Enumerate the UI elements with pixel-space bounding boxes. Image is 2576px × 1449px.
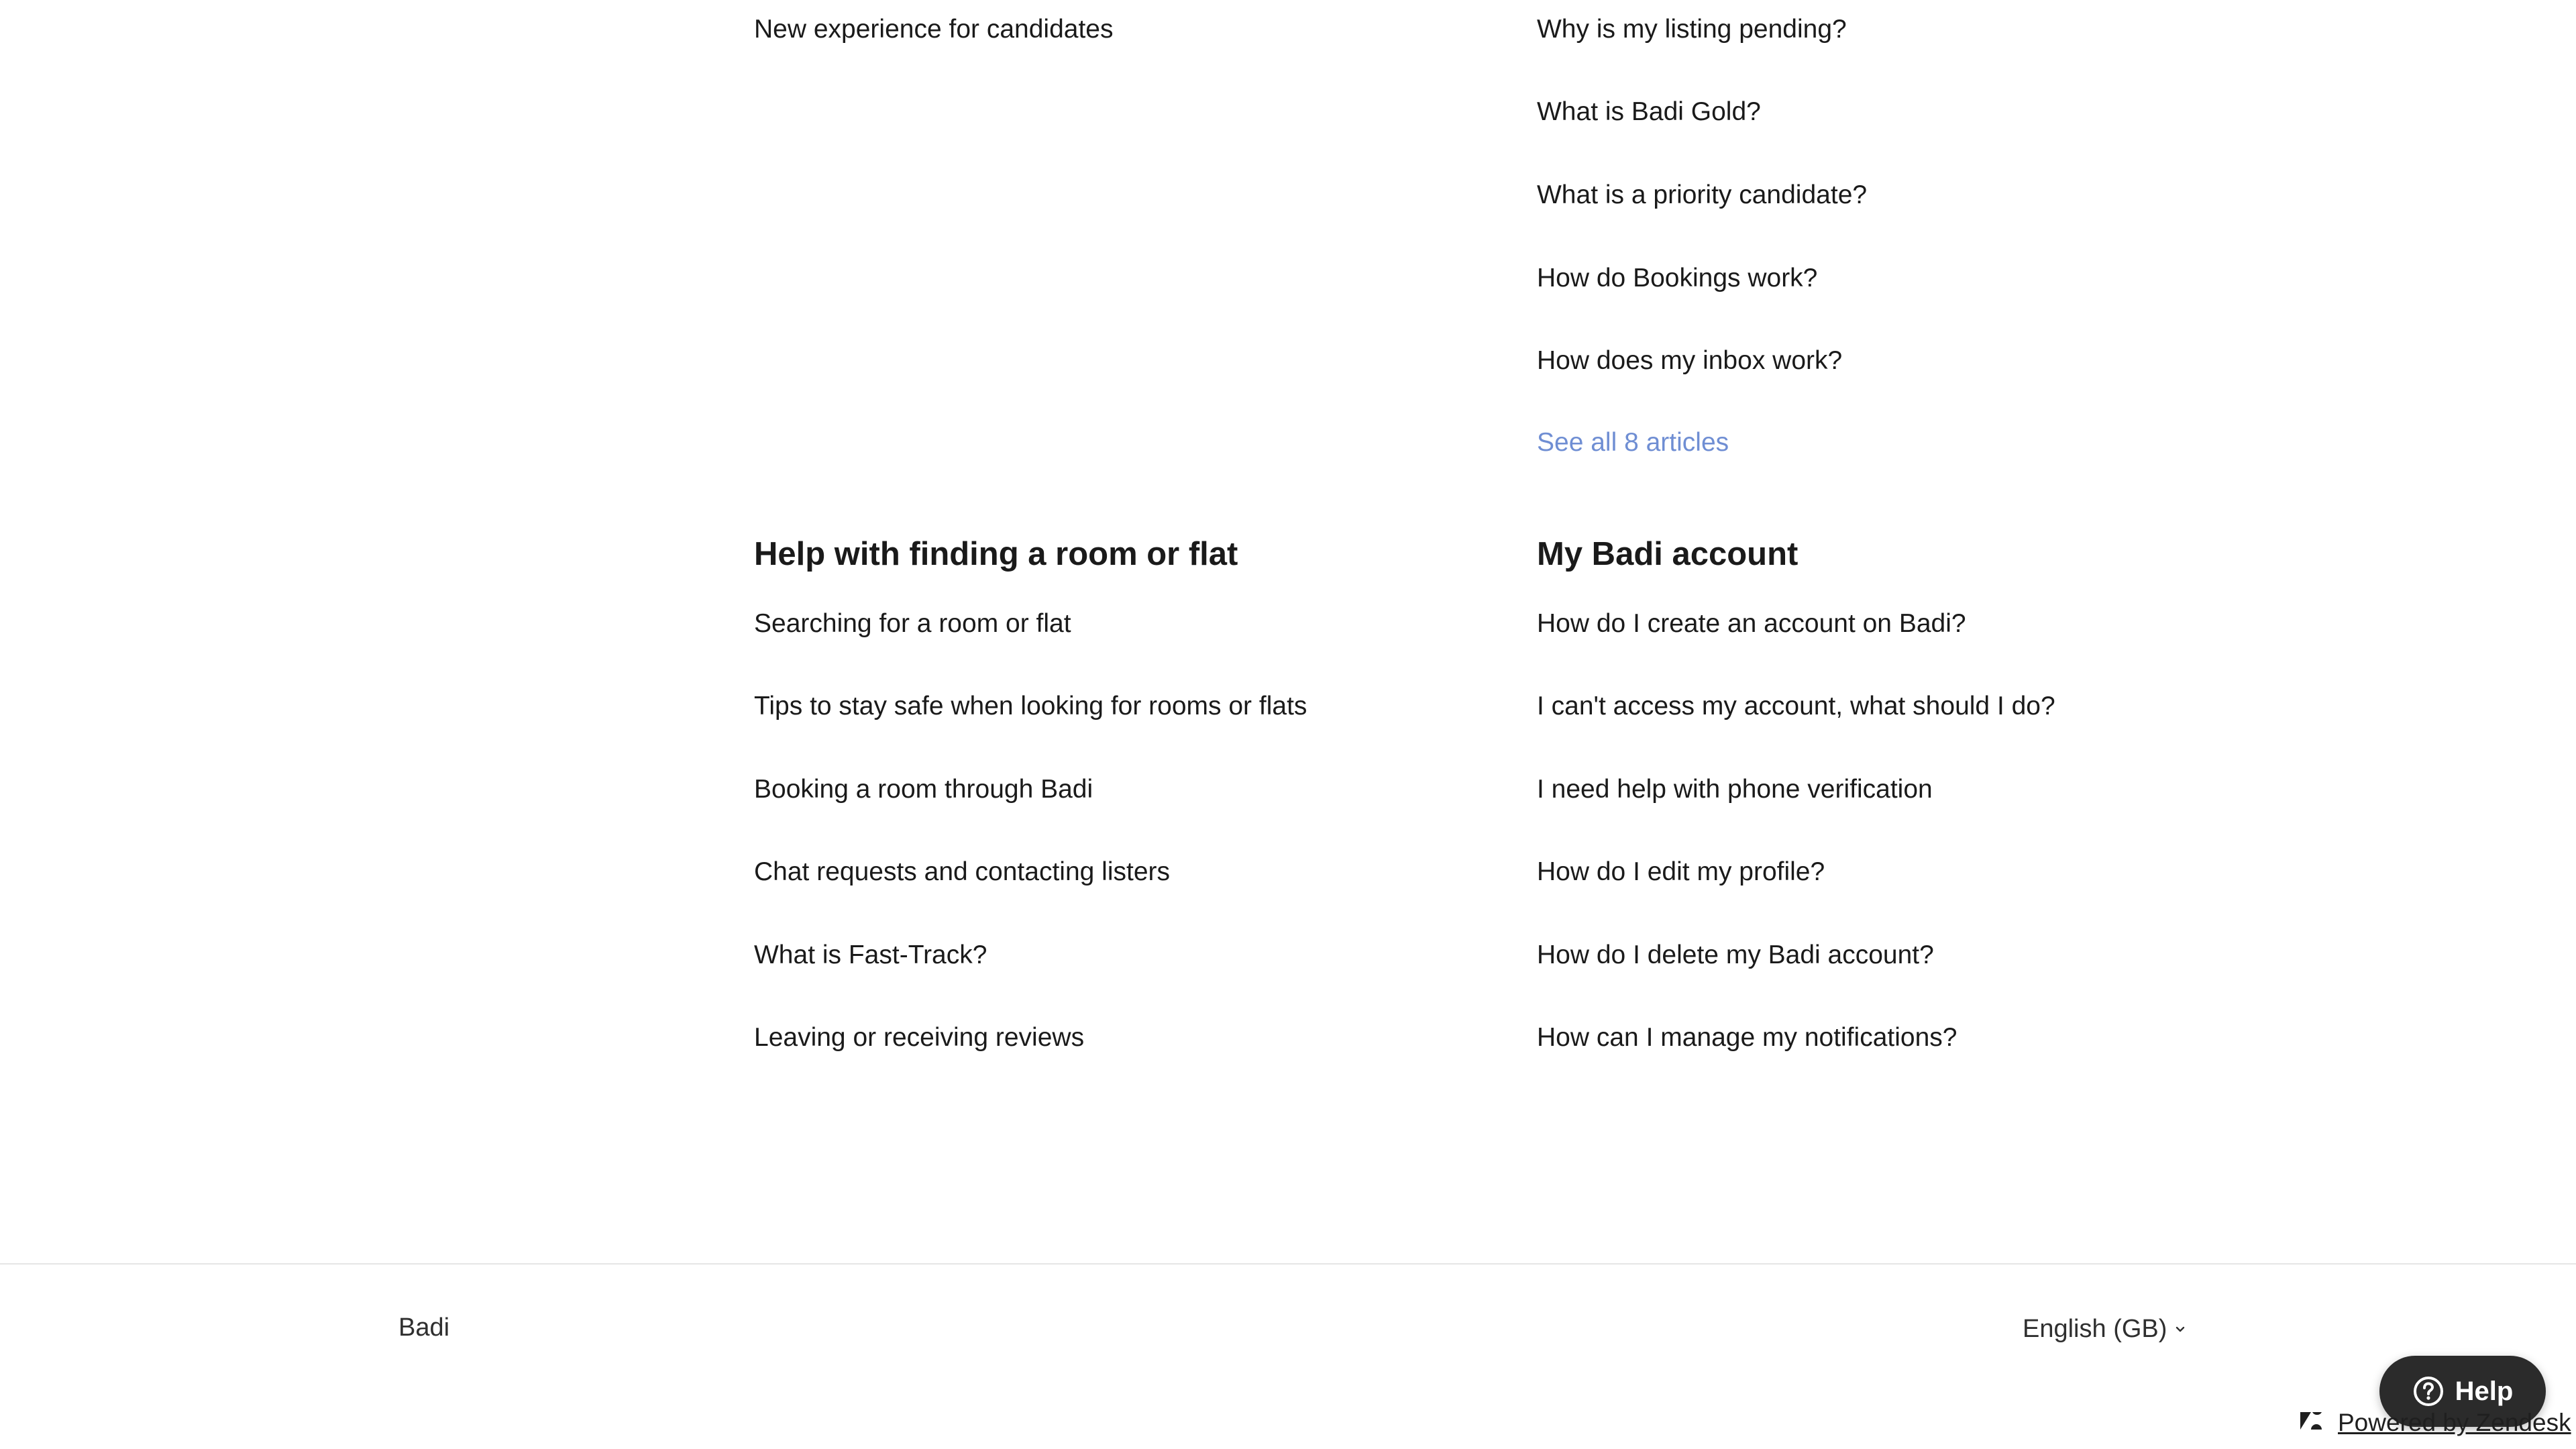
help-button-label: Help <box>2455 1376 2514 1406</box>
article-link[interactable]: Leaving or receiving reviews <box>754 1023 1085 1052</box>
zendesk-logo-icon <box>2299 1407 2323 1438</box>
article-link[interactable]: How do I edit my profile? <box>1537 857 1825 886</box>
article-link[interactable]: How can I manage my notifications? <box>1537 1023 1957 1052</box>
article-link[interactable]: How do I delete my Badi account? <box>1537 941 1934 969</box>
section-title: My Badi account <box>1537 536 1799 572</box>
footer-brand-link[interactable]: Badi <box>398 1313 450 1342</box>
article-link[interactable]: How do Bookings work? <box>1537 264 1818 292</box>
article-link[interactable]: Chat requests and contacting listers <box>754 857 1171 886</box>
article-link[interactable]: What is Badi Gold? <box>1537 97 1761 126</box>
language-selector[interactable] <box>2023 1313 2187 1344</box>
article-link[interactable]: How do I create an account on Badi? <box>1537 609 1966 638</box>
article-link[interactable]: Booking a room through Badi <box>754 775 1093 804</box>
powered-by-zendesk-link[interactable]: Powered by Zendesk <box>2338 1409 2571 1436</box>
article-link[interactable]: I can't access my account, what should I do? <box>1537 692 2055 720</box>
article-link[interactable]: What is a priority candidate? <box>1537 180 1868 209</box>
footer-divider <box>0 1263 2576 1265</box>
powered-by <box>2299 1407 2571 1438</box>
article-link[interactable]: Searching for a room or flat <box>754 609 1071 638</box>
see-all-articles-link[interactable]: See all 8 articles <box>1537 428 1729 457</box>
article-link[interactable]: New experience for candidates <box>754 15 1114 44</box>
article-link[interactable]: I need help with phone verification <box>1537 775 1933 804</box>
chevron-down-icon <box>2174 1322 2187 1336</box>
section-title: Help with finding a room or flat <box>754 536 1238 572</box>
language-label: English (GB) <box>2023 1315 2167 1343</box>
article-link[interactable]: What is Fast-Track? <box>754 941 987 969</box>
article-link[interactable]: Tips to stay safe when looking for rooms or flats <box>754 692 1307 720</box>
question-circle-icon <box>2412 1375 2445 1407</box>
article-link[interactable]: How does my inbox work? <box>1537 346 1843 375</box>
article-link[interactable]: Why is my listing pending? <box>1537 15 1847 44</box>
